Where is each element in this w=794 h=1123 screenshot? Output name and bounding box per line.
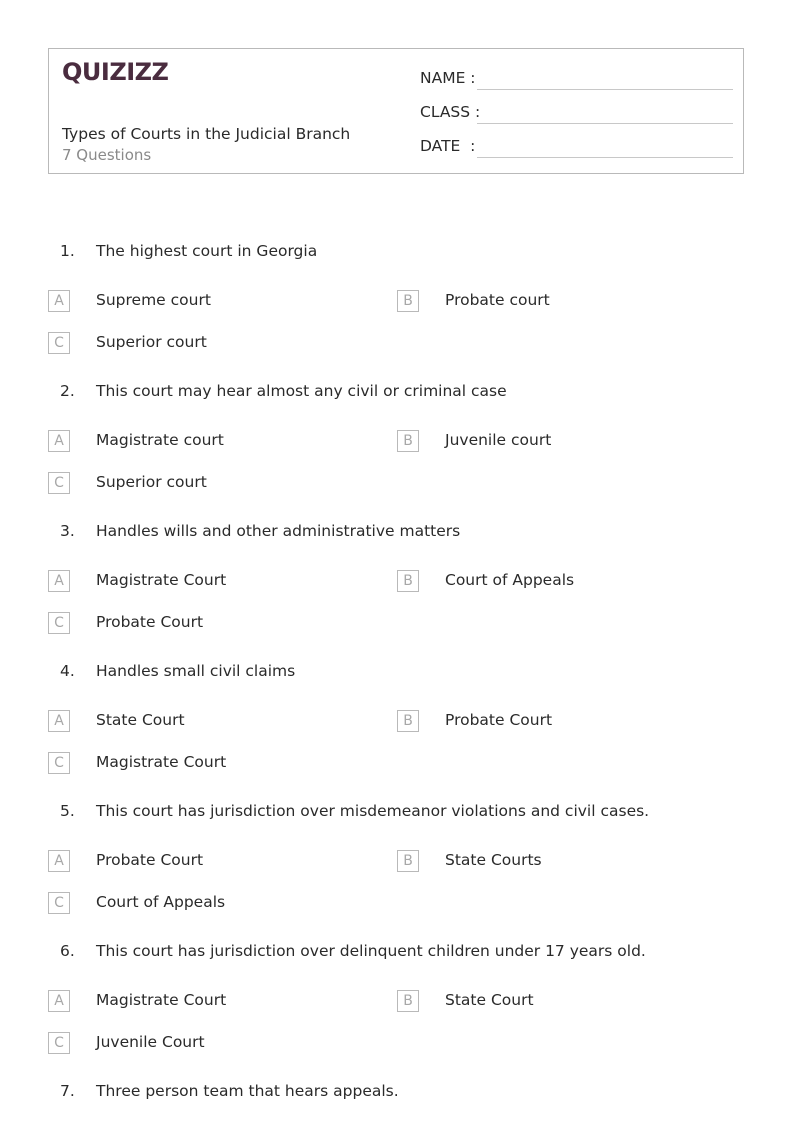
option-letter-box: A [48,850,70,872]
option-letter-box: C [48,1032,70,1054]
option-text: Court of Appeals [96,893,226,911]
option-letter-box: B [397,850,419,872]
option-letter-box: B [397,990,419,1012]
question-number: 7. [60,1082,75,1100]
option-text: Probate Court [445,711,553,729]
question-text: The highest court in Georgia [96,242,318,260]
option-text: Superior court [96,333,207,351]
option-text: Magistrate Court [96,571,227,589]
option-text: Probate Court [96,613,204,631]
option-text: Magistrate Court [96,753,227,771]
question-number: 4. [60,662,75,680]
option-text: Juvenile Court [96,1033,205,1051]
option-text: Juvenile court [445,431,552,449]
option-letter-box: B [397,290,419,312]
option-text: State Court [445,991,534,1009]
option-letter-box: A [48,430,70,452]
option-text: State Court [96,711,185,729]
option-letter-box: C [48,612,70,634]
question-text: Handles small civil claims [96,662,296,680]
quizizz-logo: QUIZIZZ [62,58,169,86]
option-letter-box: A [48,990,70,1012]
option-text: Magistrate court [96,431,224,449]
question-count: 7 Questions [62,146,152,164]
class-label: CLASS : [420,103,481,121]
worksheet-header [48,48,744,174]
option-letter-box: C [48,752,70,774]
question-text: Handles wills and other administrative matters [96,522,461,540]
option-text: Probate Court [96,851,204,869]
option-text: State Courts [445,851,542,869]
name-line [477,89,733,90]
question-number: 5. [60,802,75,820]
class-line [477,123,733,124]
date-line [477,157,733,158]
option-letter-box: A [48,710,70,732]
question-number: 6. [60,942,75,960]
option-letter-box: B [397,430,419,452]
name-label: NAME : [420,69,476,87]
date-label: DATE : [420,137,476,155]
option-text: Superior court [96,473,207,491]
option-letter-box: B [397,570,419,592]
option-letter-box: C [48,472,70,494]
question-number: 3. [60,522,75,540]
option-letter-box: C [48,332,70,354]
option-letter-box: C [48,892,70,914]
worksheet-title: Types of Courts in the Judicial Branch [62,125,351,143]
question-number: 1. [60,242,75,260]
option-letter-box: A [48,290,70,312]
option-text: Magistrate Court [96,991,227,1009]
option-letter-box: A [48,570,70,592]
question-text: This court may hear almost any civil or criminal case [96,382,507,400]
option-text: Supreme court [96,291,211,309]
question-text: Three person team that hears appeals. [96,1082,399,1100]
question-text: This court has jurisdiction over delinquent children under 17 years old. [96,942,646,960]
option-letter-box: B [397,710,419,732]
option-text: Court of Appeals [445,571,575,589]
question-number: 2. [60,382,75,400]
question-text: This court has jurisdiction over misdemeanor violations and civil cases. [96,802,650,820]
option-text: Probate court [445,291,550,309]
